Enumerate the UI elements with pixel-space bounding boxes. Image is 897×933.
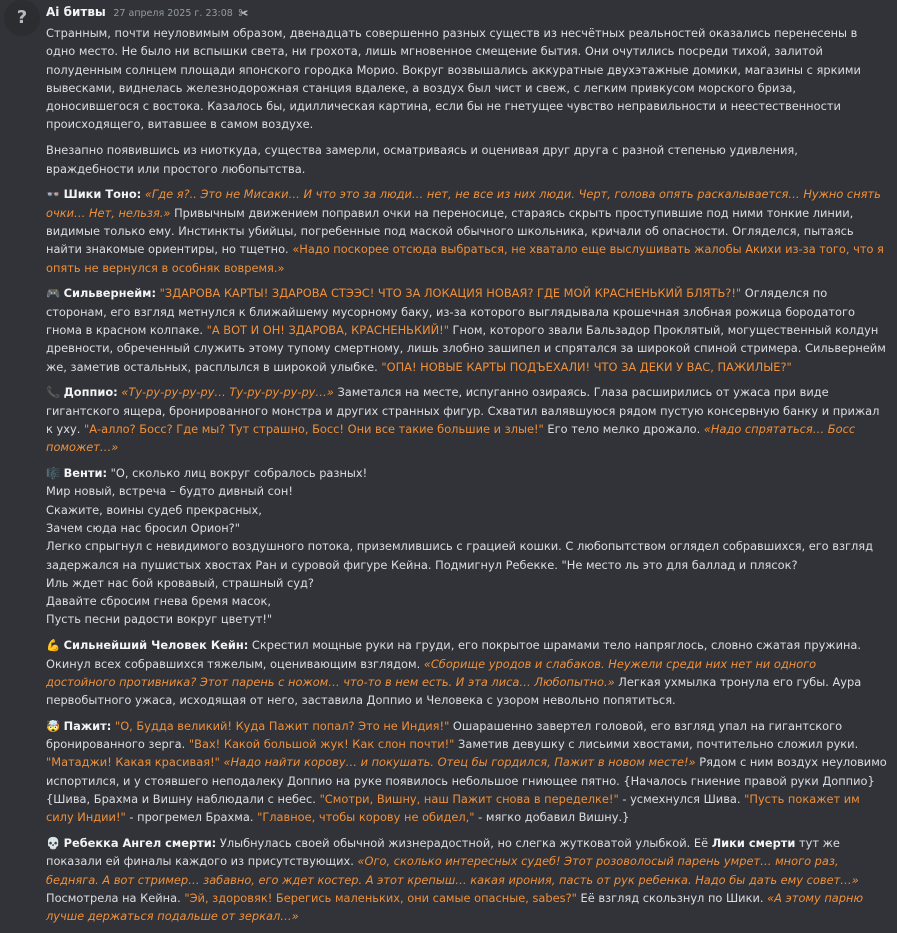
verse-line: Мир новый, встреча – будто дивный сон! [46, 484, 293, 499]
narration-text: Гном, которого звали Бальзадор Проклятый, могущественный колдун древности, обреченный служить этому тупому смертному, лишь злобно зашипел и спрятался за широкой спиной стримера. Сильвернейм же, заметив остальных, расплылся в широкой улыбке. [46, 322, 886, 374]
verse-line: Иль ждет нас бой кровавый, страшный суд? [46, 575, 314, 590]
character-entry [46, 717, 888, 827]
narration-text: Рядом с ним воздух неуловимо испортился, и у стоявшего неподалеку Доппио на руке появилось небольшое гниющее пятно. {Началось гниение правой руки Доппио} [46, 755, 887, 788]
flexed-biceps-icon: 💪 [46, 638, 61, 653]
speaker-name: Венти: [63, 466, 108, 481]
skull-icon: 💀 [46, 836, 61, 851]
speech-quote: "Вах! Какой большой жук! Как слон почти!" [188, 737, 455, 752]
speaker-name: Сильнейший Человек Кейн: [63, 638, 249, 653]
narration-text: - мягко добавил Вишну.} [474, 810, 630, 825]
venti-entry [46, 464, 888, 629]
verse-line: "О, сколько лиц вокруг собралось разных! [110, 466, 368, 481]
speech-quote: "Смотри, Вишну, наш Пажит снова в переделке!" [319, 792, 619, 807]
character-entry [46, 383, 888, 456]
thought-quote: «Сборище уродов и слабаков. Неужели среди них нет ни одного достойного противника? Этот парень с ножом… что-то в нем есть. И эта лиса… Любопытно.» [46, 656, 817, 689]
thought-quote: «Ого, сколько интересных судеб! Этот розоволосый парень умрет… много раз, бедняга. А вот стример… забавно, его ждет костер. А этот крепыш… какая ирония, пасть от рук ребенка. Надо бы дать ему совет…» [46, 854, 859, 887]
speech-quote: "О, Будда великий! Куда Пажит попал? Это не Индия!" [114, 718, 450, 733]
narration-text: Улыбнулась своей обычной жизнерадостной, но слегка жутковатой улыбкой. Её [219, 836, 712, 851]
speech-quote: "Главное, чтобы корову не обидел," [257, 810, 475, 825]
narration-text: Заметив девушку с лисьими хвостами, почтительно сложил руки. [454, 737, 859, 752]
speech-quote: "ЗДАРОВА КАРТЫ! ЗДАРОВА СТЭЭС! ЧТО ЗА ЛОКАЦИЯ НОВАЯ? ГДЕ МОЙ КРАСНЕНЬКИЙ БЛЯТЬ?!" [159, 286, 742, 301]
narration-text: Заметался на месте, испуганно озираясь. Глаза расширились от ужаса при виде гигантского ящера, бронированного монстра и других странных фигур. Схватил валявшуюся рядом пустую консервную банку и прижал к уху. [46, 385, 880, 436]
thought-quote: «Надо спрятаться… Босс поможет…» [46, 421, 856, 455]
message-timestamp[interactable]: 27 апреля 2025 г. 23:08 [113, 8, 233, 19]
intro-paragraph: Странным, почти неуловимым образом, двенадцать совершенно разных существ из несчётных реальностей оказались перенесены в одно место. Не было ни вспышки света, ни грохота, лишь мгновенное смещение бытия. Они очутились посреди тихой, залитой полуденным солнцем площади японского городка Морио. Вокруг возвышались аккуратные двухэтажные домики, магазины с яркими вывесками, виднелась железнодорожная станция вдалеке, а воздух был чист и свеж, с легким привкусом морского бриза, доносившегося с востока. Казалось бы, идиллическая картина, если бы не гнетущее чувство неправильности и неестественности происходящего, витавшее в самом воздухе. [46, 26, 861, 132]
thought-quote: «Ту-ру-ру-ру-ру… Ту-ру-ру-ру-ру…» [121, 385, 334, 400]
speech-quote: «Надо поскорее отсюда выбраться, не хватало еще выслушивать жалобы Акихи из-за того, что я опять не вернулся в особняк вовремя.» [46, 242, 884, 275]
author-avatar[interactable]: ? [4, 0, 40, 36]
narration-text: Огляделся по сторонам, его взгляд метнулся к ближайшему мусорному баку, из-за которого выглядывала крошечная злобная рожица бородатого гнома в красном колпаке. [46, 286, 855, 337]
author-name[interactable]: Ai битвы [46, 5, 106, 19]
character-entry [46, 284, 888, 375]
character-entry [46, 834, 888, 925]
narration-text: тут же показали ей финалы каждого из присутствующих. [46, 836, 840, 869]
narration-text: Привычным движением поправил очки на переносице, стараясь скрыть проступившие под ними тонкие линии, видимые только ему. Инстинкты убийцы, погребенные под маской обычного школьника, кричали об опасности. Огляделся, пытаясь найти знакомые ориентиры, но тщетно. [46, 205, 854, 257]
speaker-name: Доппио: [63, 385, 118, 400]
speech-quote: "Пусть покажет им силу Индии!" [46, 792, 860, 825]
speaker-name: Сильвернейм: [63, 286, 157, 301]
phone-icon: 📞 [46, 385, 61, 400]
character-entry [46, 636, 888, 709]
speech-quote: "А ВОТ И ОН! ЗДАРОВА, КРАСНЕНЬКИЙ!" [206, 322, 449, 337]
speaker-name: Шики Тоно: [63, 187, 142, 202]
narration-text: Его тело мелко дрожало. [543, 421, 704, 436]
narration-text: - прогремел Брахма. [125, 810, 258, 825]
narration-text: Посмотрела на Кейна. [46, 891, 185, 906]
message-header [46, 3, 248, 23]
verse-line: Пусть песни радости вокруг цветут!" [46, 612, 273, 627]
thought-quote: «А этому парню лучше держаться подальше от зеркал…» [46, 891, 864, 924]
narration-text: Скрестил мощные руки на груди, его покрытое шрамами тело напряглось, словно сжатая пружина. Окинул всех собравшихся тяжелым, оценивающим взглядом. [46, 638, 862, 671]
narration-text: - усмехнулся Шива. [618, 792, 745, 807]
narration-text: {Шива, Брахма и Вишну наблюдали с небес. [46, 792, 320, 807]
glasses-icon: 👓 [46, 187, 61, 202]
music-notes-icon: 🎼 [46, 466, 61, 481]
narration-text: Ошарашенно завертел головой, его взгляд упал на гигантского бронированного зерга. [46, 718, 843, 752]
character-entry [46, 185, 888, 276]
speech-quote: "Эй, здоровяк! Берегись маленьких, они самые опасные, sabes?" [184, 891, 577, 906]
verse-line: Зачем сюда нас бросил Орион?" [46, 520, 240, 535]
exploding-head-icon: 🤯 [46, 718, 61, 733]
intro-paragraph: Внезапно появившись из ниоткуда, существа замерли, осматриваясь и оценивая друг друга с разной степенью удивления, враждебности или простого любопытства. [46, 143, 798, 176]
message-content [46, 24, 888, 933]
speech-quote: "А-алло? Босс? Где мы? Тут страшно, Босс! Они все такие большие и злые!" [83, 421, 544, 436]
verse-line: Легко спрыгнул с невидимого воздушного потока, приземлившись с грацией кошки. С любопытством оглядел собравшихся, его взгляд задержался на пушистых хвостах Ран и суровой фигуре Кейна. Подмигнул Ребекке. "Не место ль это для баллад и плясок? [46, 539, 874, 572]
speech-quote: "Матаджи! Какая красивая!" [46, 755, 220, 770]
narration-text: Её взгляд скользнул по Шики. [576, 891, 768, 906]
thought-quote: «Надо найти корову… и покушать. Отец бы гордился, Пажит в новом месте!» [223, 755, 696, 770]
gamepad-icon: 🎮 [46, 286, 61, 301]
speaker-name: Пажит: [63, 718, 112, 733]
emphasis-text: Лики смерти [711, 836, 796, 851]
verse-line: Скажите, воины судеб прекрасных, [46, 502, 262, 517]
speaker-name: Ребекка Ангел смерти: [63, 836, 217, 851]
narration-text: Легкая ухмылка тронула его губы. Аура первобытного ужаса, исходящая от него, заставила Доппио и Человека с узором невольно попятиться. [46, 674, 862, 708]
verse-line: Давайте сбросим гнева бремя масок, [46, 594, 271, 609]
speech-quote: "ОПА! НОВЫЕ КАРТЫ ПОДЪЕХАЛИ! ЧТО ЗА ДЕКИ У ВАС, ПАЖИЛЫЕ?" [381, 359, 792, 374]
thought-quote: «Где я?.. Это не Мисаки… И что это за люди… нет, не все из них люди. Черт, голова опять раскалывается… Нужно снять очки… Нет, нельзя.» [46, 187, 881, 220]
pin-icon: ✀ [238, 8, 249, 19]
